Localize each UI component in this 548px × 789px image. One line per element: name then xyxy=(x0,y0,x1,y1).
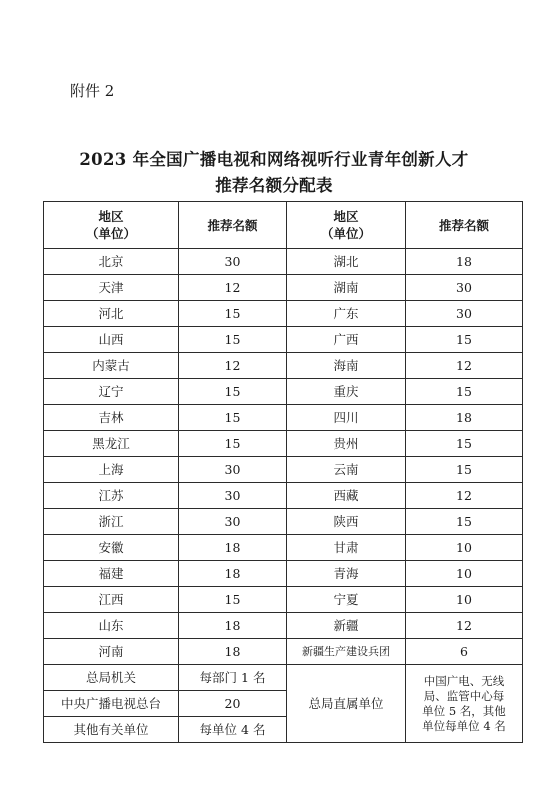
note-line: 单位每单位 4 名 xyxy=(422,718,506,733)
table-row xyxy=(44,535,523,561)
header-region-label: 地区 xyxy=(98,209,124,224)
region-cell: 青海 xyxy=(287,561,406,587)
quota-cell: 18 xyxy=(179,535,287,561)
header-region-left xyxy=(44,202,179,249)
note-line: 中国广电、无线 xyxy=(423,673,505,688)
quota-cell: 30 xyxy=(179,457,287,483)
quota-cell: 10 xyxy=(406,535,523,561)
quota-cell: 18 xyxy=(179,561,287,587)
region-cell: 新疆生产建设兵团 xyxy=(287,639,406,665)
header-unit-label: （单位） xyxy=(320,226,371,241)
region-cell: 黑龙江 xyxy=(44,431,179,457)
quota-cell: 15 xyxy=(406,509,523,535)
quota-cell: 20 xyxy=(179,691,287,717)
quota-cell: 30 xyxy=(179,483,287,509)
table-row xyxy=(44,249,523,275)
region-cell: 山西 xyxy=(44,327,179,353)
page-title: 2023 年全国广播电视和网络视听行业青年创新人才 xyxy=(79,150,469,169)
unit-cell: 其他有关单位 xyxy=(44,717,179,743)
unit-cell: 总局机关 xyxy=(44,665,179,691)
region-cell: 四川 xyxy=(287,405,406,431)
table-row xyxy=(44,379,523,405)
region-cell: 上海 xyxy=(44,457,179,483)
region-cell: 宁夏 xyxy=(287,587,406,613)
page-subtitle: 推荐名额分配表 xyxy=(215,176,333,195)
region-cell: 吉林 xyxy=(44,405,179,431)
quota-cell: 15 xyxy=(179,587,287,613)
note-line: 局、监管中心每 xyxy=(423,688,505,703)
quota-cell: 30 xyxy=(179,509,287,535)
table-row xyxy=(44,561,523,587)
quota-cell: 6 xyxy=(406,639,523,665)
table-row xyxy=(44,457,523,483)
quota-cell: 15 xyxy=(406,327,523,353)
region-cell: 河北 xyxy=(44,301,179,327)
quota-cell: 15 xyxy=(179,327,287,353)
quota-cell: 10 xyxy=(406,561,523,587)
region-cell: 陕西 xyxy=(287,509,406,535)
region-cell: 山东 xyxy=(44,613,179,639)
header-region-right xyxy=(287,202,406,249)
header-quota-left: 推荐名额 xyxy=(179,202,287,249)
region-cell: 贵州 xyxy=(287,431,406,457)
region-cell: 海南 xyxy=(287,353,406,379)
quota-cell: 12 xyxy=(179,353,287,379)
table-row xyxy=(44,301,523,327)
region-cell: 福建 xyxy=(44,561,179,587)
table-row xyxy=(44,327,523,353)
quota-cell: 15 xyxy=(406,379,523,405)
region-cell: 北京 xyxy=(44,249,179,275)
header-unit-label: （单位） xyxy=(85,226,136,241)
quota-allocation-table xyxy=(43,201,523,743)
region-cell: 湖南 xyxy=(287,275,406,301)
quota-cell: 18 xyxy=(179,613,287,639)
quota-cell: 18 xyxy=(406,249,523,275)
region-cell: 河南 xyxy=(44,639,179,665)
region-cell: 天津 xyxy=(44,275,179,301)
table-row xyxy=(44,353,523,379)
header-quota-right: 推荐名额 xyxy=(406,202,523,249)
quota-cell: 15 xyxy=(179,379,287,405)
quota-cell: 12 xyxy=(406,483,523,509)
quota-cell: 12 xyxy=(179,275,287,301)
quota-cell: 15 xyxy=(406,431,523,457)
quota-cell: 30 xyxy=(179,249,287,275)
table-row xyxy=(44,665,523,691)
region-cell: 新疆 xyxy=(287,613,406,639)
region-cell: 湖北 xyxy=(287,249,406,275)
quota-cell: 30 xyxy=(406,301,523,327)
attachment-label: 附件 2 xyxy=(70,82,115,100)
region-cell: 安徽 xyxy=(44,535,179,561)
note-line: 单位 5 名，其他 xyxy=(422,703,506,718)
table-row xyxy=(44,509,523,535)
table-row xyxy=(44,405,523,431)
quota-cell: 每单位 4 名 xyxy=(179,717,287,743)
quota-cell: 15 xyxy=(179,301,287,327)
quota-cell: 15 xyxy=(406,457,523,483)
table-row xyxy=(44,483,523,509)
region-cell: 浙江 xyxy=(44,509,179,535)
region-cell: 广东 xyxy=(287,301,406,327)
direct-unit-cell: 总局直属单位 xyxy=(287,665,406,743)
table-row xyxy=(44,587,523,613)
direct-quota-note xyxy=(406,665,523,743)
quota-cell: 15 xyxy=(179,405,287,431)
quota-cell: 30 xyxy=(406,275,523,301)
table-row xyxy=(44,275,523,301)
region-cell: 重庆 xyxy=(287,379,406,405)
region-cell: 云南 xyxy=(287,457,406,483)
quota-cell: 15 xyxy=(179,431,287,457)
table-row xyxy=(44,431,523,457)
quota-cell: 18 xyxy=(179,639,287,665)
region-cell: 辽宁 xyxy=(44,379,179,405)
quota-cell: 10 xyxy=(406,587,523,613)
region-cell: 广西 xyxy=(287,327,406,353)
table-row xyxy=(44,639,523,665)
quota-cell: 12 xyxy=(406,613,523,639)
region-cell: 江苏 xyxy=(44,483,179,509)
quota-cell: 每部门 1 名 xyxy=(179,665,287,691)
region-cell: 西藏 xyxy=(287,483,406,509)
quota-cell: 12 xyxy=(406,353,523,379)
region-cell: 内蒙古 xyxy=(44,353,179,379)
unit-cell: 中央广播电视总台 xyxy=(44,691,179,717)
region-cell: 甘肃 xyxy=(287,535,406,561)
table-header-row xyxy=(44,202,523,249)
header-region-label: 地区 xyxy=(333,209,359,224)
region-cell: 江西 xyxy=(44,587,179,613)
quota-cell: 18 xyxy=(406,405,523,431)
table-row xyxy=(44,613,523,639)
